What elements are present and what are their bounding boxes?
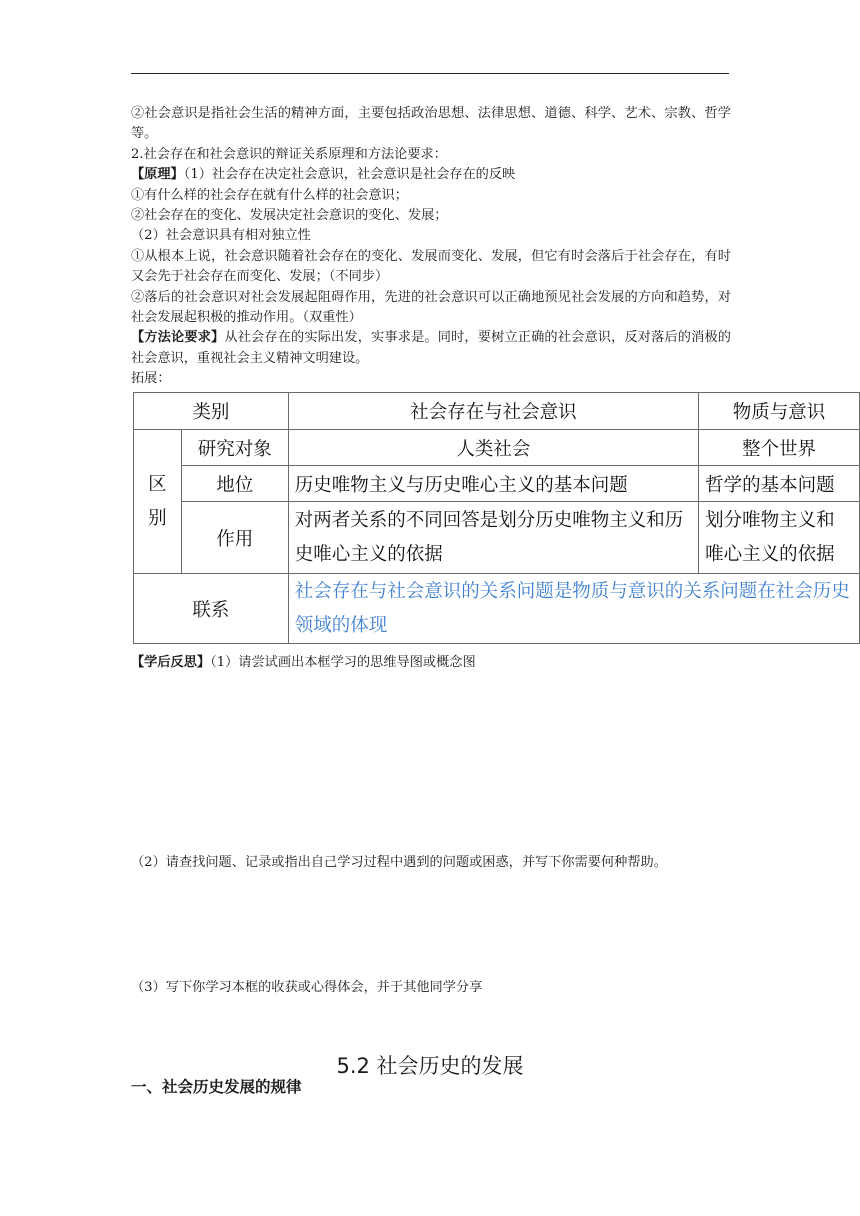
row-label: 研究对象 (181, 430, 288, 466)
link-label: 联系 (134, 574, 289, 644)
reflection-label: 【学后反思】 (131, 655, 211, 670)
row-label: 作用 (181, 502, 288, 574)
reflection-q1: 【学后反思】（1）请尝试画出本框学习的思维导图或概念图 (131, 655, 476, 670)
paragraph: （2）社会意识具有相对独立性 (131, 228, 311, 244)
table-row (134, 574, 860, 644)
body-text (131, 104, 731, 390)
section-title: 5.2 社会历史的发展 (336, 1054, 524, 1078)
reflection-q2: （2）请查找问题、记录或指出自己学习过程中遇到的问题或困惑，并写下你需要何种帮助。 (131, 855, 667, 870)
table-row (134, 430, 860, 466)
principle-label: 【原理】 (131, 167, 184, 183)
table-row (134, 466, 860, 502)
paragraph: ①有什么样的社会存在就有什么样的社会意识； (131, 187, 408, 203)
cell: 历史唯物主义与历史唯心主义的基本问题 (288, 466, 698, 502)
header-col1: 社会存在与社会意识 (288, 393, 698, 430)
paragraph: ②社会意识是指社会生活的精神方面，主要包括政治思想、法律思想、道德、科学、艺术、宗教、哲学等。 (131, 106, 731, 142)
cell: 划分唯物主义和唯心主义的依据 (699, 502, 860, 574)
paragraph: 拓展： (131, 371, 171, 387)
cell: 对两者关系的不同回答是划分历史唯物主义和历史唯心主义的依据 (288, 502, 698, 574)
cell: 人类社会 (288, 430, 698, 466)
link-text: 社会存在与社会意识的关系问题是物质与意识的关系问题在社会历史领域的体现 (288, 574, 859, 644)
diff-label: 区别 (134, 430, 182, 574)
paragraph: 【原理】（1）社会存在决定社会意识，社会意识是社会存在的反映 (131, 167, 516, 183)
table-row (134, 502, 860, 574)
section-subtitle: 一、社会历史发展的规律 (131, 1078, 302, 1096)
comparison-table (133, 392, 860, 644)
paragraph: 【方法论要求】从社会存在的实际出发，实事求是。同时，要树立正确的社会意识，反对落后的消极的社会意识，重视社会主义精神文明建设。 (131, 330, 731, 366)
method-label: 【方法论要求】 (131, 330, 225, 346)
header-category: 类别 (134, 393, 289, 430)
cell: 整个世界 (699, 430, 860, 466)
paragraph: ②落后的社会意识对社会发展起阻碍作用，先进的社会意识可以正确地预见社会发展的方向和趋势，对社会发展起积极的推动作用。（双重性） (131, 289, 731, 326)
row-label: 地位 (181, 466, 288, 502)
header-col2: 物质与意识 (699, 393, 860, 430)
cell: 哲学的基本问题 (699, 466, 860, 502)
header-rule (131, 73, 729, 74)
paragraph: 2.社会存在和社会意识的辩证关系原理和方法论要求： (131, 146, 447, 162)
reflection-q3: （3）写下你学习本框的收获或心得体会，并于其他同学分享 (131, 980, 483, 995)
paragraph: ①从根本上说，社会意识随着社会存在的变化、发展而变化、发展，但它有时会落后于社会存在，有时又会先于社会存在而变化、发展；（不同步） (131, 248, 731, 285)
paragraph: ②社会存在的变化、发展决定社会意识的变化、发展； (131, 208, 448, 224)
table-row (134, 393, 860, 430)
